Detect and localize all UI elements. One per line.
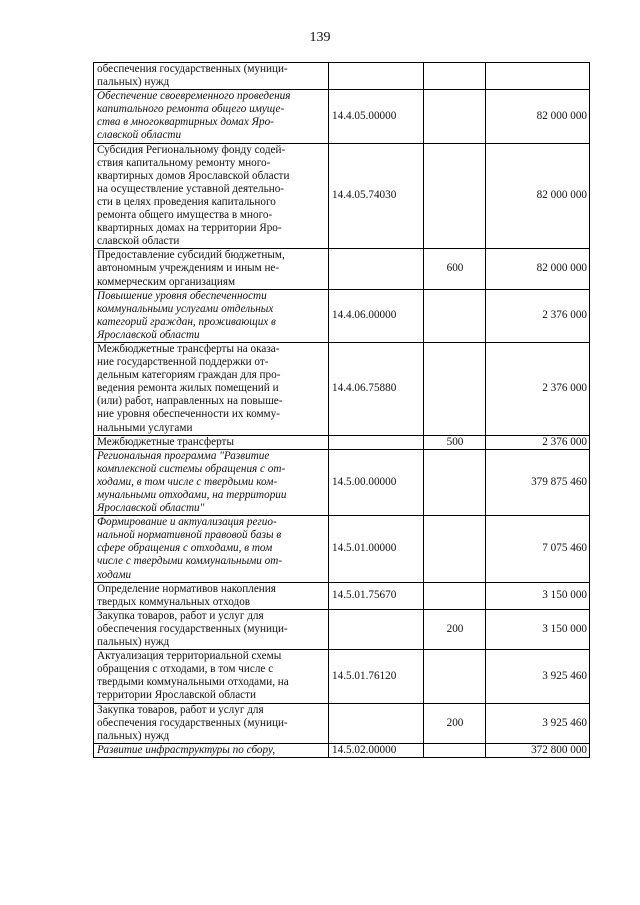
item-name-cell: Предоставление субсидий бюджетным, автономным учреждениям и иным не- коммерческим организациям [94,249,329,289]
table-row [94,703,590,743]
amount-cell: 82 000 000 [486,90,590,143]
target-code-cell: 14.5.01.00000 [329,516,424,582]
table-row [94,582,590,609]
table-row [94,90,590,143]
item-name-cell: Развитие инфраструктуры по сбору, [94,743,329,757]
expense-type-cell: 200 [424,609,486,649]
expense-type-cell [424,516,486,582]
amount-cell: 372 800 000 [486,743,590,757]
table-row [94,650,590,703]
expense-type-cell [424,582,486,609]
expense-type-cell [424,289,486,342]
amount-cell: 2 376 000 [486,289,590,342]
expense-type-cell [424,143,486,249]
expense-type-cell [424,90,486,143]
expense-type-cell [424,449,486,515]
table-row [94,63,590,90]
item-name-cell: Межбюджетные трансферты [94,435,329,449]
expense-type-cell [424,743,486,757]
item-name-cell: Обеспечение своевременного проведения капитального ремонта общего имуще- ства в многоквартирных домах Яро- славской области [94,90,329,143]
expense-type-cell: 500 [424,435,486,449]
amount-cell: 3 150 000 [486,609,590,649]
target-code-cell: 14.5.00.00000 [329,449,424,515]
item-name-cell: Актуализация территориальной схемы обращения с отходами, в том числе с твердыми коммунальными отходами, на территории Ярославской области [94,650,329,703]
table-row [94,609,590,649]
expense-type-cell: 200 [424,703,486,743]
table-row [94,516,590,582]
table-row [94,289,590,342]
target-code-cell [329,609,424,649]
amount-cell: 82 000 000 [486,143,590,249]
item-name-cell: обеспечения государственных (муници- пальных) нужд [94,63,329,90]
target-code-cell: 14.4.06.75880 [329,342,424,435]
amount-cell: 82 000 000 [486,249,590,289]
amount-cell: 3 925 460 [486,703,590,743]
target-code-cell: 14.4.05.00000 [329,90,424,143]
table-row [94,143,590,249]
target-code-cell: 14.4.05.74030 [329,143,424,249]
budget-table [93,62,590,758]
target-code-cell: 14.5.01.76120 [329,650,424,703]
amount-cell: 2 376 000 [486,342,590,435]
amount-cell: 379 875 460 [486,449,590,515]
item-name-cell: Региональная программа "Развитие комплексной системы обращения с от- ходами, в том числе с твердыми ком- мунальными отходами, на территории Ярославской области" [94,449,329,515]
amount-cell: 3 150 000 [486,582,590,609]
item-name-cell: Закупка товаров, работ и услуг для обеспечения государственных (муници- пальных) нужд [94,703,329,743]
item-name-cell: Формирование и актуализация регио- нальной нормативной правовой базы в сфере обращения с отходами, в том числе с твердыми коммунальными от- ходами [94,516,329,582]
target-code-cell: 14.5.02.00000 [329,743,424,757]
table-body [94,63,590,758]
expense-type-cell [424,342,486,435]
amount-cell: 2 376 000 [486,435,590,449]
item-name-cell: Повышение уровня обеспеченности коммунальными услугами отдельных категорий граждан, проживающих в Ярославской области [94,289,329,342]
amount-cell [486,63,590,90]
table-row [94,249,590,289]
target-code-cell [329,703,424,743]
target-code-cell: 14.5.01.75670 [329,582,424,609]
target-code-cell [329,249,424,289]
target-code-cell [329,63,424,90]
amount-cell: 3 925 460 [486,650,590,703]
table-row [94,435,590,449]
item-name-cell: Определение нормативов накопления твердых коммунальных отходов [94,582,329,609]
expense-type-cell [424,63,486,90]
target-code-cell: 14.4.06.00000 [329,289,424,342]
page-number: 139 [309,30,331,45]
item-name-cell: Субсидия Региональному фонду содей- ствия капитальному ремонту много- квартирных домов Ярославской области на осуществление уставной деятельно- сти в целях проведения капитального ремонта общего имущества в много- квартирных домах на территории Яро- славской области [94,143,329,249]
amount-cell: 7 075 460 [486,516,590,582]
item-name-cell: Закупка товаров, работ и услуг для обеспечения государственных (муници- пальных) нужд [94,609,329,649]
table-row [94,743,590,757]
expense-type-cell: 600 [424,249,486,289]
table-row [94,449,590,515]
item-name-cell: Межбюджетные трансферты на оказа- ние государственной поддержки от- дельным категориям граждан для про- ведения ремонта жилых помещений и (или) работ, направленных на повыше- ние уровня обеспеченности их комму- нальными услугами [94,342,329,435]
target-code-cell [329,435,424,449]
table-row [94,342,590,435]
expense-type-cell [424,650,486,703]
